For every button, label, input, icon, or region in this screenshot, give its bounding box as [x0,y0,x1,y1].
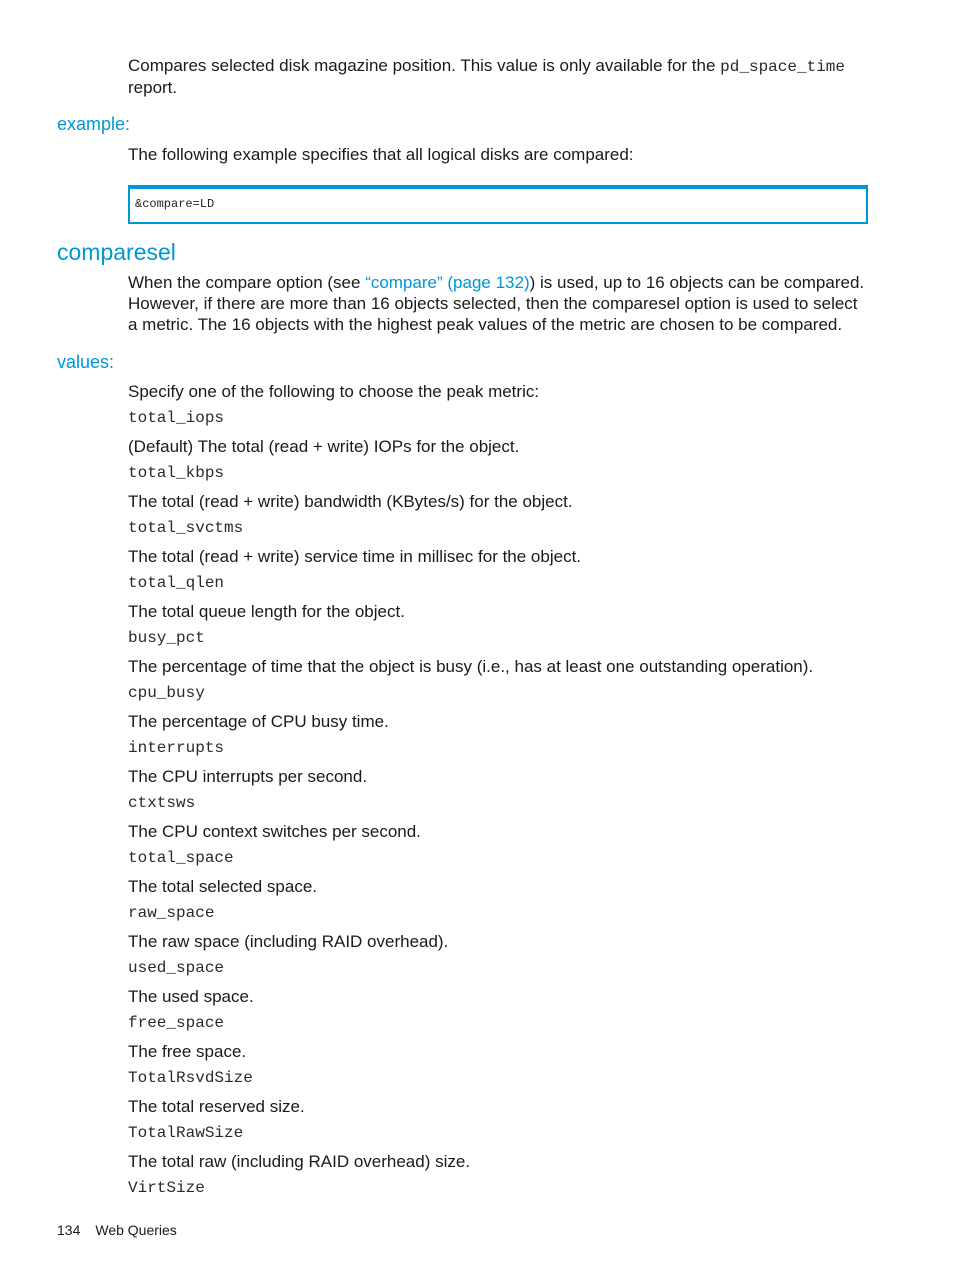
intro-text: Compares selected disk magazine position. This value is only available for the [128,56,721,75]
page-number: 134 [57,1222,81,1238]
value-code: interrupts [128,739,225,757]
comparesel-text-post: ) is used, up to 16 objects can be compared. [529,273,865,292]
value-description: The free space. [128,1042,247,1061]
value-code: total_svctms [128,519,244,537]
value-description: The CPU context switches per second. [128,822,421,841]
code-text: &compare=LD [135,197,215,211]
comparesel-text-pre: When the compare option (see [128,273,366,292]
value-code: total_space [128,849,234,867]
comparesel-para-line-2: However, if there are more than 16 objects selected, then the comparesel option is used to select [128,294,858,313]
values-intro: Specify one of the following to choose the peak metric: [128,382,540,401]
value-code: free_space [128,1014,225,1032]
section-heading-comparesel: comparesel [57,239,176,265]
value-description: The total raw (including RAID overhead) size. [128,1152,471,1171]
example-description: The following example specifies that all logical disks are compared: [128,145,634,164]
value-code: used_space [128,959,225,977]
value-code: TotalRsvdSize [128,1069,253,1087]
value-description: The used space. [128,987,254,1006]
value-description: The total queue length for the object. [128,602,405,621]
value-code: raw_space [128,904,215,922]
value-description: The total reserved size. [128,1097,305,1116]
value-code: total_qlen [128,574,225,592]
value-code: cpu_busy [128,684,205,702]
value-description: The CPU interrupts per second. [128,767,368,786]
comparesel-para-line-1 [128,272,864,293]
value-code: TotalRawSize [128,1124,244,1142]
intro-line-2: report. [128,78,178,97]
example-heading: example: [57,114,131,134]
value-description: The raw space (including RAID overhead). [128,932,449,951]
value-code: ctxtsws [128,794,196,812]
value-description: (Default) The total (read + write) IOPs for the object. [128,437,520,456]
value-description: The percentage of time that the object is busy (i.e., has at least one outstanding operation). [128,657,814,676]
footer-section: Web Queries [95,1222,177,1238]
value-code: total_kbps [128,464,225,482]
page-footer [57,1222,177,1238]
intro-line-1 [128,55,845,78]
value-description: The total (read + write) service time in millisec for the object. [128,547,582,566]
values-heading: values: [57,352,115,372]
compare-page-link[interactable]: “compare” (page 132) [365,273,530,292]
value-code: VirtSize [128,1179,205,1197]
value-code: total_iops [128,409,225,427]
value-description: The total selected space. [128,877,318,896]
value-description: The total (read + write) bandwidth (KBytes/s) for the object. [128,492,573,511]
code-block [128,185,868,224]
value-description: The percentage of CPU busy time. [128,712,389,731]
comparesel-para-line-3: a metric. The 16 objects with the highest peak values of the metric are chosen to be compared. [128,315,843,334]
intro-code: pd_space_time [720,58,845,76]
value-code: busy_pct [128,629,205,647]
